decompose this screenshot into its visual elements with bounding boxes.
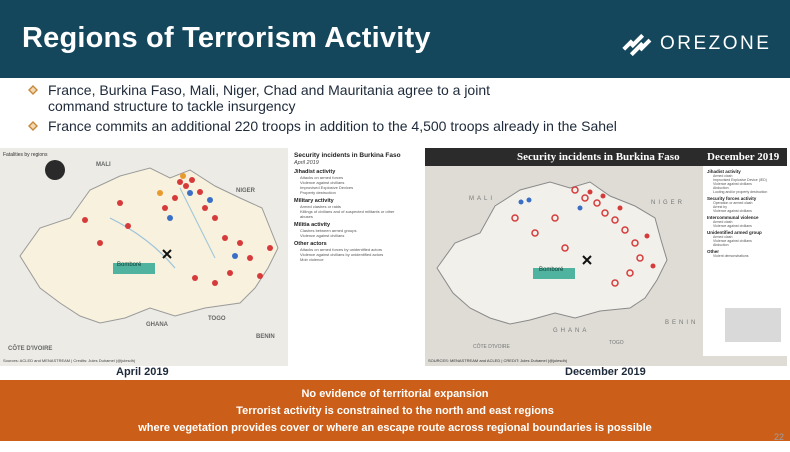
legend-section-title: Jihadist activity bbox=[294, 169, 336, 175]
legend-section-title: Militia activity bbox=[294, 222, 331, 228]
conclusion-banner bbox=[0, 380, 790, 441]
legend-section-title: Other bbox=[707, 249, 720, 254]
legend-item: Killings of civilians and of suspected militants or other abuses bbox=[300, 209, 395, 219]
legend-item: Attacks on armed forces bbox=[300, 175, 344, 180]
country-label-benin: BENIN bbox=[665, 320, 699, 326]
legend-item: Violence against civilians bbox=[713, 182, 752, 186]
country-label-benin: BENIN bbox=[256, 334, 275, 340]
country-label-ghana: GHANA bbox=[553, 328, 590, 334]
country-label-mali: MALI bbox=[96, 162, 111, 168]
legend-item: Mob violence bbox=[300, 257, 324, 262]
country-label-niger: NIGER bbox=[651, 200, 686, 206]
legend-item: Abduction bbox=[713, 186, 729, 190]
legend-section-title: Other actors bbox=[294, 241, 327, 247]
legend-item: Operation or armed clash bbox=[713, 201, 753, 205]
legend-item: Armed clash bbox=[713, 174, 733, 178]
legend-item: Property destruction bbox=[300, 190, 336, 195]
page-title: Regions of Terrorism Activity bbox=[22, 22, 431, 54]
bullet-list bbox=[28, 82, 768, 138]
bullet-item bbox=[28, 82, 768, 114]
legend-item: Violence against civilians bbox=[300, 233, 345, 238]
legend-subtitle: April 2019 bbox=[294, 160, 319, 166]
map-source: Sources: ACLED and MENASTREAM | Credits: Jules Duhamel (@julesdh) bbox=[3, 358, 136, 363]
legend-item: Improvised Explosive Devices bbox=[300, 185, 354, 190]
fatalities-label: Fatalities by regions bbox=[3, 152, 48, 158]
country-label-togo: TOGO bbox=[609, 340, 624, 346]
logo-text: OREZONE bbox=[660, 33, 772, 54]
diamond-bullet-icon bbox=[28, 85, 38, 95]
legend-item: Abduction bbox=[713, 243, 729, 247]
legend-section-title: Security forces activity bbox=[707, 196, 757, 201]
orezone-logo bbox=[620, 29, 771, 59]
country-label-ghana: GHANA bbox=[146, 322, 168, 328]
map-april-2019 bbox=[0, 148, 412, 366]
legend-item: Violence against civilians bbox=[713, 209, 752, 213]
legend-item: Violence against civilians bbox=[300, 180, 345, 185]
legend-title: Security incidents in Burkina Faso bbox=[294, 152, 401, 159]
bombore-label: Bomboré bbox=[117, 262, 142, 268]
country-label-cote-divoire: CÔTE D'IVOIRE bbox=[473, 344, 510, 350]
header-bar bbox=[0, 0, 790, 78]
legend-item: Arrest by bbox=[713, 205, 728, 209]
bombore-label: Bomboré bbox=[539, 267, 564, 273]
legend-item: Attacks on armed forces by unidentified actors bbox=[300, 247, 383, 252]
banner-line: No evidence of territorial expansion bbox=[301, 388, 489, 400]
legend-panel bbox=[707, 169, 785, 258]
legend-section-title: Unidentified armed group bbox=[707, 230, 762, 235]
legend-panel bbox=[294, 152, 408, 262]
legend-item: Armed clash bbox=[713, 235, 733, 239]
legend-item: Improvised Explosive Device (IED) bbox=[713, 178, 767, 182]
bullet-item bbox=[28, 118, 768, 134]
page-number: 22 bbox=[774, 432, 785, 442]
orezone-logo-icon bbox=[620, 29, 654, 59]
country-label-togo: TOGO bbox=[208, 316, 226, 322]
diamond-bullet-icon bbox=[28, 121, 38, 131]
legend-item: Clashes between armed groups bbox=[300, 228, 357, 233]
legend-item: Violence against civilians by unidentified actors bbox=[300, 252, 384, 257]
country-label-cote-divoire: CÔTE D'IVOIRE bbox=[8, 346, 53, 352]
bullet-text: France, Burkina Faso, Mali, Niger, Chad and Mauritania agree to a joint command structure to tackle insurgency bbox=[48, 82, 491, 114]
map-title: Security incidents in Burkina Faso bbox=[517, 151, 680, 163]
legend-item: Armed clashes or raids bbox=[300, 204, 341, 209]
legend-item: Armed clash bbox=[713, 220, 733, 224]
bullet-text: France commits an additional 220 troops in addition to the 4,500 troops already in the Sahel bbox=[48, 118, 617, 134]
banner-line: Terrorist activity is constrained to the north and east regions bbox=[236, 405, 554, 417]
country-label-mali: MALI bbox=[469, 196, 496, 202]
map-december-2019 bbox=[425, 148, 787, 366]
legend-section-title: Intercommunal violence bbox=[707, 215, 759, 220]
legend-section-title: Military activity bbox=[294, 198, 334, 204]
legend-item: Violence against civilians bbox=[713, 239, 752, 243]
legend-item: Violence against civilians bbox=[713, 224, 752, 228]
map-source: SOURCES: MENASTREAM and ACLED | CREDIT: Jules Duhamel (@julesdh) bbox=[428, 358, 568, 363]
country-label-niger: NIGER bbox=[236, 188, 256, 194]
map-caption-december: December 2019 bbox=[565, 366, 646, 378]
legend-section-title: Jihadist activity bbox=[707, 169, 741, 174]
legend-item: Looting and/or property destruction bbox=[713, 190, 768, 194]
map-caption-april: April 2019 bbox=[116, 366, 169, 378]
legend-item: Violent demonstrations bbox=[713, 254, 749, 258]
map-title-date: December 2019 bbox=[707, 151, 780, 163]
banner-line: where vegetation provides cover or where an escape route across regional boundaries is possible bbox=[138, 422, 652, 434]
